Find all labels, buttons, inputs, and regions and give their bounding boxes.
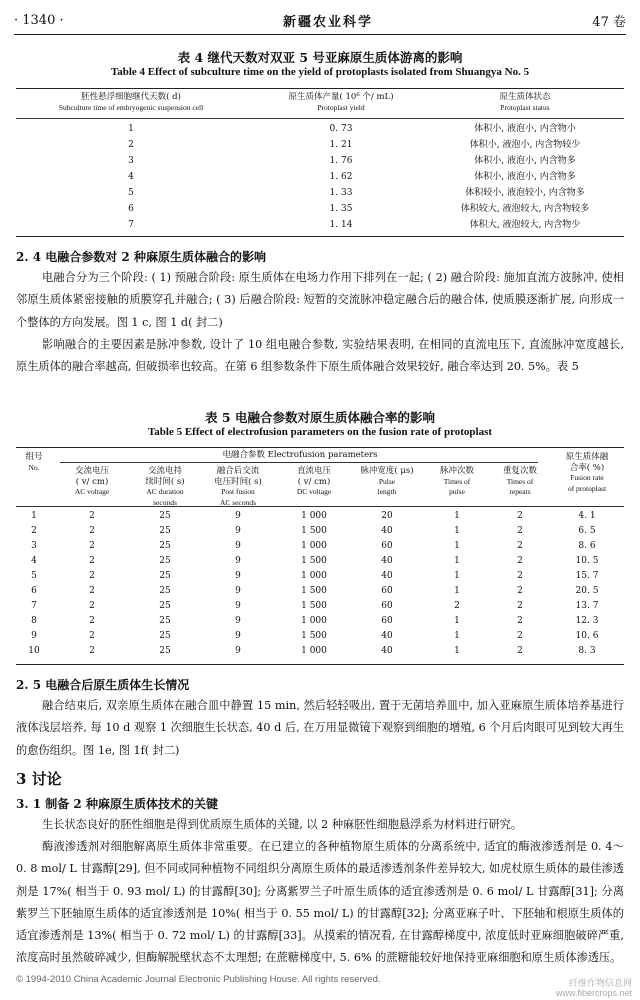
table5-cell-r1-c2: 2 bbox=[89, 511, 95, 521]
table5-cell-r5-c2: 2 bbox=[89, 571, 95, 581]
table5-cell-r4-c7: 1 bbox=[454, 556, 460, 566]
table5-cell-r2-c3: 25 bbox=[159, 526, 171, 536]
table5-cell-r3-c2: 2 bbox=[89, 541, 95, 551]
table4-col-2-en: Protoplast status bbox=[500, 102, 550, 112]
header-rule bbox=[14, 34, 626, 35]
table5-col-3-en: Post fusion AC seconds bbox=[219, 487, 257, 507]
table5-cell-r5-c5: 1 000 bbox=[301, 571, 327, 581]
table5-col-6-header bbox=[424, 466, 490, 498]
table5-cell-r2-c5: 1 500 bbox=[301, 526, 327, 536]
table5-cell-r2-c6: 40 bbox=[381, 526, 393, 536]
table5-cell-r6-c4: 9 bbox=[235, 586, 241, 596]
table5-cell-r7-c9: 13. 7 bbox=[575, 601, 599, 611]
table4-cell-r6-c1: 6 bbox=[128, 204, 134, 214]
table5-cell-r6-c8: 2 bbox=[517, 586, 523, 596]
table4-col-2-cn: 原生质体状态 bbox=[499, 92, 551, 102]
table4-cell-r5-c3: 体积较小, 液泡较小, 内含物多 bbox=[465, 188, 585, 198]
table5-cell-r5-c9: 15. 7 bbox=[575, 571, 599, 581]
table5-cell-r1-c1: 1 bbox=[31, 511, 37, 521]
section-3-1-para-1: 生长状态良好的胚性细胞是得到优质原生质体的关键, 以 2 种麻胚性细胞悬浮系为材料进行研究。 bbox=[42, 818, 523, 831]
table5-top-rule bbox=[16, 447, 624, 448]
table5-cell-r9-c6: 40 bbox=[381, 631, 393, 641]
section-2-4-para-2: 影响融合的主要因素是脉冲参数, 设计了 10 组电融合参数, 实验结果表明, 在相同的直流电压下, 直流脉冲宽度越长, 原生质体的融合率越高, 但破损率也较高。在第 6 组参数条件下原生质体融合效果较好, 融合率达到 20. 5%。表 5 bbox=[16, 338, 624, 374]
volume-label: 47 卷 bbox=[592, 14, 626, 30]
table5-cell-r2-c4: 9 bbox=[235, 526, 241, 536]
table5-cell-r7-c2: 2 bbox=[89, 601, 95, 611]
table5-cell-r9-c3: 25 bbox=[159, 631, 171, 641]
section-2-5-para-1: 融合结束后, 双亲原生质体在融合皿中静置 15 min, 然后轻轻吸出, 置于无菌培养皿中, 加入亚麻原生质体培养基进行液体浅层培养, 每 10 d 观察 1 次细胞生长状态, 40 d 后, 在万用显微镜下观察到细胞的增殖, 6 个月后肉眼可见到较大再生的愈伤组织。图 1e, 图 1f( 封二) bbox=[16, 699, 624, 757]
table5-cell-r1-c7: 1 bbox=[454, 511, 460, 521]
table4-cell-r7-c3: 体积大, 液泡较大, 内含物少 bbox=[469, 220, 581, 230]
table5-cell-r9-c8: 2 bbox=[517, 631, 523, 641]
table5-cell-r1-c5: 1 000 bbox=[301, 511, 327, 521]
table5-col-5-cn: 脉冲宽度( μs) bbox=[360, 466, 414, 476]
table4-cell-r4-c2: 1. 62 bbox=[329, 172, 353, 182]
table5-cell-r10-c2: 2 bbox=[89, 646, 95, 656]
table4-col-0-en: Subculture time of embryogenic suspension cell bbox=[58, 102, 204, 112]
section-2-4-heading: 2. 4 电融合参数对 2 种麻原生质体融合的影响 bbox=[16, 250, 266, 264]
watermark-line-1: 纤维作物信息网 bbox=[568, 978, 632, 988]
table4-col-1-cn: 原生质体产量( 10⁶ 个/ mL) bbox=[288, 92, 394, 102]
table5-col-7-cn: 重复次数 bbox=[502, 466, 537, 476]
table5-cell-r10-c4: 9 bbox=[235, 646, 241, 656]
table4-cell-r2-c2: 1. 21 bbox=[329, 140, 353, 150]
table5-cell-r4-c2: 2 bbox=[89, 556, 95, 566]
table5-caption-cn: 表 5 电融合参数对原生质体融合率的影响 bbox=[205, 410, 435, 425]
table5-cell-r4-c9: 10. 5 bbox=[575, 556, 599, 566]
table5-cell-r10-c5: 1 000 bbox=[301, 646, 327, 656]
table5-col-5-header bbox=[352, 466, 422, 498]
table5-cell-r8-c3: 25 bbox=[159, 616, 171, 626]
table5-col-0-header bbox=[16, 452, 52, 473]
table4-cell-r6-c3: 体积较大, 液泡较大, 内含物较多 bbox=[460, 204, 590, 214]
table5-cell-r5-c6: 40 bbox=[381, 571, 393, 581]
table5-cell-r10-c7: 1 bbox=[454, 646, 460, 656]
table5-cell-r4-c4: 9 bbox=[235, 556, 241, 566]
table5-cell-r10-c8: 2 bbox=[517, 646, 523, 656]
table5-cell-r10-c3: 25 bbox=[159, 646, 171, 656]
table5-cell-r4-c1: 4 bbox=[31, 556, 37, 566]
table4-cell-r4-c3: 体积小, 液泡小, 内含物多 bbox=[474, 172, 576, 182]
table5-cell-r8-c8: 2 bbox=[517, 616, 523, 626]
table5-col-6-cn: 脉冲次数 bbox=[439, 466, 474, 476]
table4-header-rule bbox=[16, 118, 624, 119]
table5-cell-r6-c6: 60 bbox=[381, 586, 393, 596]
table5-cell-r6-c1: 6 bbox=[31, 586, 37, 596]
table5-cell-r9-c4: 9 bbox=[235, 631, 241, 641]
table5-col-2-en: AC duration seconds bbox=[146, 487, 184, 507]
table5-cell-r8-c7: 1 bbox=[454, 616, 460, 626]
table4-col-0-cn: 胚性悬浮细胞继代天数( d) bbox=[81, 92, 181, 102]
table5-col-4-header bbox=[278, 466, 350, 498]
page-number: · 1340 · bbox=[14, 12, 64, 28]
table4-cell-r3-c3: 体积小, 液泡小, 内含物多 bbox=[474, 156, 576, 166]
table5-header-rule bbox=[16, 506, 624, 507]
table5-cell-r3-c9: 8. 6 bbox=[578, 541, 596, 551]
table5-cell-r5-c7: 1 bbox=[454, 571, 460, 581]
table5-cell-r8-c4: 9 bbox=[235, 616, 241, 626]
table5-cell-r9-c9: 10. 6 bbox=[575, 631, 599, 641]
table5-cell-r1-c6: 20 bbox=[381, 511, 393, 521]
table5-cell-r7-c5: 1 500 bbox=[301, 601, 327, 611]
table5-cell-r2-c8: 2 bbox=[517, 526, 523, 536]
table5-cell-r7-c6: 60 bbox=[381, 601, 393, 611]
table5-col-3-header bbox=[202, 466, 274, 508]
table5-col-0-en: No. bbox=[28, 462, 40, 472]
table5-cell-r6-c9: 20. 5 bbox=[575, 586, 599, 596]
table4-col-0-header bbox=[16, 92, 246, 113]
table4-col-1-en: Protoplast yield bbox=[317, 102, 365, 112]
table5-cell-r9-c7: 1 bbox=[454, 631, 460, 641]
table5-cell-r5-c8: 2 bbox=[517, 571, 523, 581]
section-2-5-heading: 2. 5 电融合后原生质体生长情况 bbox=[16, 678, 190, 692]
table5-cell-r3-c6: 60 bbox=[381, 541, 393, 551]
table5-cell-r6-c2: 2 bbox=[89, 586, 95, 596]
table5-col-0-cn: 组号 bbox=[25, 452, 43, 462]
table4-cell-r3-c1: 3 bbox=[128, 156, 134, 166]
table5-cell-r8-c9: 12. 3 bbox=[575, 616, 599, 626]
table5-cell-r7-c1: 7 bbox=[31, 601, 37, 611]
table5-cell-r9-c5: 1 500 bbox=[301, 631, 327, 641]
table5-col-2-header bbox=[130, 466, 200, 508]
table5-cell-r4-c3: 25 bbox=[159, 556, 171, 566]
journal-name: 新疆农业科学 bbox=[282, 14, 373, 30]
table4-cell-r7-c2: 1. 14 bbox=[329, 220, 353, 230]
table5-col-6-en: Times of pulse bbox=[443, 476, 471, 496]
table5-group-header: 电融合参数 Electrofusion parameters bbox=[222, 450, 378, 460]
table5-col-1-cn: 交流电压 ( v/ cm) bbox=[74, 466, 109, 487]
table5-group-rule bbox=[60, 462, 538, 463]
table4-cell-r3-c2: 1. 76 bbox=[329, 156, 353, 166]
table5-cell-r3-c3: 25 bbox=[159, 541, 171, 551]
section-2-4-para-1: 电融合分为三个阶段: ( 1) 预融合阶段: 原生质体在电场力作用下排列在一起; ( 2) 融合阶段: 施加直流方波脉冲, 使相邻原生质体紧密接触的质膜穿孔并融合; ( 3) 后融合阶段: 短暂的交流脉冲稳定融合后的融合体, 使质膜逐渐扩展, 向形成一个整体的方向发展。图 1 c, 图 1 d( 封二) bbox=[16, 271, 624, 329]
table5-cell-r6-c7: 1 bbox=[454, 586, 460, 596]
table4-cell-r7-c1: 7 bbox=[128, 220, 134, 230]
table4-cell-r4-c1: 4 bbox=[128, 172, 134, 182]
section-3-1-para-2: 酶液渗透剂对细胞解离原生质体非常重要。在已建立的各种植物原生质体的分离系统中, 适宜的酶液渗透剂是 0. 4～ 0. 8 mol/ L 甘露醇[29], 但不同或同种植物不同组织分离原生质体的最适渗透剂条件差异较大, 如虎杖原生质体的最佳渗透剂是 17%( 相当于 0. 93 mol/ L) 的甘露醇[30]; 分离紫罗兰子叶原生质体的适宜渗透剂是 0. 6 mol/ L 甘露醇[31]; 分离紫罗兰下胚轴原生质体的适宜渗透剂是 10%( 相当于 0. 55 mol/ L) 的甘露醇[32]; 分离亚麻子叶、下胚轴和根原生质体的适宜渗透剂是 13%( 相当于 0. 72 mol/ L) 的甘露醇[33]。从摸索的情况看, 在甘露醇梯度中, 浓度低时亚麻细胞破碎严重, 浓度高时虽然破碎减少, 但酶解脱壁状态不太理想; 在蔗糖梯度中, 5. 6% 的蔗糖能较好地保持亚麻细胞和原生质体渗透压。 bbox=[16, 840, 624, 965]
copyright-footer: © 1994-2010 China Academic Journal Electronic Publishing House. All rights reserved. bbox=[16, 974, 381, 985]
table5-cell-r9-c2: 2 bbox=[89, 631, 95, 641]
table5-cell-r1-c3: 25 bbox=[159, 511, 171, 521]
table5-col-1-header bbox=[56, 466, 128, 498]
table5-cell-r3-c4: 9 bbox=[235, 541, 241, 551]
table5-cell-r4-c6: 40 bbox=[381, 556, 393, 566]
table5-cell-r7-c7: 2 bbox=[454, 601, 460, 611]
table4-cell-r1-c1: 1 bbox=[128, 124, 134, 134]
table5-col-7-header bbox=[492, 466, 548, 498]
table4-cell-r2-c3: 体积小, 液泡小, 内含物较少 bbox=[469, 140, 581, 150]
table5-cell-r6-c3: 25 bbox=[159, 586, 171, 596]
table5-col-3-cn: 融合后交流 电压时间( s) bbox=[214, 466, 262, 487]
table5-cell-r4-c8: 2 bbox=[517, 556, 523, 566]
table5-col-7-en: Times of repeats bbox=[506, 476, 534, 496]
table5-cell-r10-c9: 8. 3 bbox=[578, 646, 596, 656]
table5-cell-r2-c2: 2 bbox=[89, 526, 95, 536]
table4-bottom-rule bbox=[16, 236, 624, 237]
table5-cell-r10-c1: 10 bbox=[28, 646, 40, 656]
table5-cell-r1-c9: 4. 1 bbox=[578, 511, 596, 521]
table4-col-1-header bbox=[266, 92, 416, 113]
table5-cell-r3-c8: 2 bbox=[517, 541, 523, 551]
section-3-1-heading: 3. 1 制备 2 种麻原生质体技术的关键 bbox=[16, 797, 218, 811]
table4-caption-en: Table 4 Effect of subculture time on the yield of protoplasts isolated from Shuangya No. 5 bbox=[110, 66, 530, 78]
table5-cell-r7-c3: 25 bbox=[159, 601, 171, 611]
watermark-line-2: www.fibercrops.net bbox=[555, 988, 632, 998]
table5-cell-r8-c1: 8 bbox=[31, 616, 37, 626]
table5-col-1-en: AC voltage bbox=[74, 487, 110, 496]
table5-cell-r3-c1: 3 bbox=[31, 541, 37, 551]
table4-cell-r2-c1: 2 bbox=[128, 140, 134, 150]
table4-cell-r5-c1: 5 bbox=[128, 188, 134, 198]
table5-col-8-header bbox=[550, 452, 624, 494]
table5-cell-r9-c1: 9 bbox=[31, 631, 37, 641]
watermark bbox=[556, 978, 632, 998]
table5-cell-r2-c7: 1 bbox=[454, 526, 460, 536]
table5-cell-r5-c3: 25 bbox=[159, 571, 171, 581]
table5-col-8-en: Fusion rate of protoplast bbox=[567, 473, 607, 493]
table4-cell-r5-c2: 1. 33 bbox=[329, 188, 353, 198]
table5-cell-r5-c4: 9 bbox=[235, 571, 241, 581]
page-header bbox=[14, 10, 626, 30]
table5-col-4-en: DC voltage bbox=[296, 487, 332, 496]
table4-col-2-header bbox=[440, 92, 610, 113]
table5-caption-en: Table 5 Effect of electrofusion parameters on the fusion rate of protoplast bbox=[147, 426, 493, 438]
section-3-heading: 3 讨论 bbox=[16, 770, 62, 788]
table5-cell-r7-c4: 9 bbox=[235, 601, 241, 611]
table4-cell-r1-c2: 0. 73 bbox=[329, 124, 353, 134]
table5-cell-r3-c7: 1 bbox=[454, 541, 460, 551]
table4-cell-r1-c3: 体积小, 液泡小, 内含物小 bbox=[474, 124, 576, 134]
table5-cell-r1-c8: 2 bbox=[517, 511, 523, 521]
table5-cell-r8-c5: 1 000 bbox=[301, 616, 327, 626]
table4-cell-r6-c2: 1. 35 bbox=[329, 204, 353, 214]
table5-cell-r3-c5: 1 000 bbox=[301, 541, 327, 551]
table4-caption-cn: 表 4 继代天数对双亚 5 号亚麻原生质体游离的影响 bbox=[177, 50, 463, 65]
table5-cell-r4-c5: 1 500 bbox=[301, 556, 327, 566]
table4-top-rule bbox=[16, 88, 624, 89]
table5-cell-r5-c1: 5 bbox=[31, 571, 37, 581]
table5-col-4-cn: 直流电压 ( v/ cm) bbox=[296, 466, 331, 487]
table5-col-2-cn: 交流电持 续时间( s) bbox=[145, 466, 185, 487]
table5-cell-r2-c9: 6. 5 bbox=[578, 526, 596, 536]
table5-col-8-cn: 原生质体融 合率( %) bbox=[565, 452, 609, 473]
table5-col-5-en: Pulse length bbox=[377, 476, 397, 496]
table5-bottom-rule bbox=[16, 664, 624, 665]
table5-cell-r6-c5: 1 500 bbox=[301, 586, 327, 596]
table5-cell-r1-c4: 9 bbox=[235, 511, 241, 521]
table5-cell-r8-c6: 60 bbox=[381, 616, 393, 626]
table5-cell-r7-c8: 2 bbox=[517, 601, 523, 611]
table5-cell-r8-c2: 2 bbox=[89, 616, 95, 626]
table5-cell-r2-c1: 2 bbox=[31, 526, 37, 536]
table5-cell-r10-c6: 40 bbox=[381, 646, 393, 656]
